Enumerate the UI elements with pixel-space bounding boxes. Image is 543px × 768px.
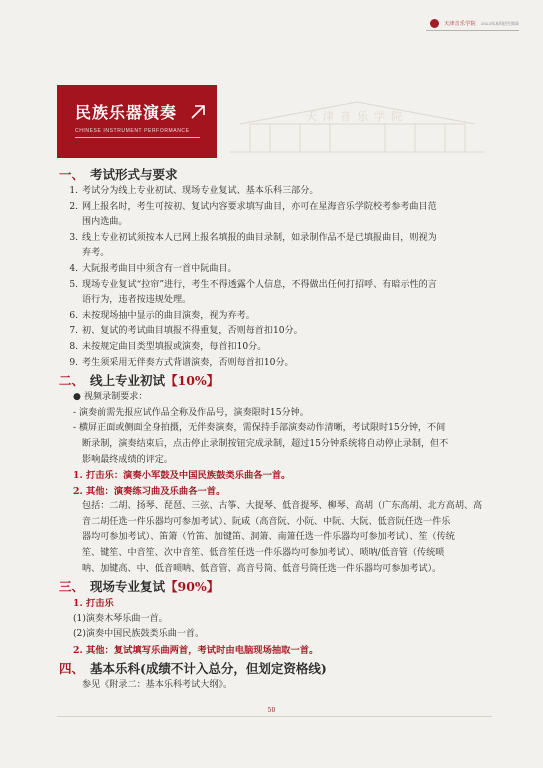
reference-note: 参见《附录二：基本乐科考试大纲》。 xyxy=(82,679,233,690)
item-number: 3. xyxy=(69,232,78,243)
requirement-line: 影响最终成绩的评定。 xyxy=(82,454,173,465)
requirement-line: - 横屏正面或侧面全身拍摄，无伴奏演奏，需保持手部演奏动作清晰，考试限时15分钟，不间 xyxy=(73,423,446,434)
list-item xyxy=(59,309,499,325)
requirements-list xyxy=(59,184,499,371)
section-heading-basic-music: 四、 基本乐科(成绩不计入总分，但划定资格线) xyxy=(59,660,327,676)
instrument-list-line: 音二胡任选一件乐器均可参加考试）、阮咸（高音阮、小阮、中阮、大阮、低音阮任选一件乐 xyxy=(82,516,451,527)
subheading-percussion: 1. 打击乐 xyxy=(73,598,114,610)
subheading-other: 2. 其他：复试填写乐曲两首，考试时由电脑现场抽取一首。 xyxy=(73,645,319,657)
instrument-list-line: 器均可参加考试）、笛箫（竹笛、加键笛、洞箫、南箫任选一件乐器均可参加考试）、笙（传统 xyxy=(82,532,455,543)
list-item xyxy=(59,356,499,372)
item-text: 考生须采用无伴奏方式背谱演奏，否则每首扣10分。 xyxy=(82,357,294,368)
arrow-up-right-icon xyxy=(189,103,207,121)
item-text: 初、复试的考试曲目填报不得重复，否则每首扣10分。 xyxy=(82,326,303,337)
weight-badge: 【90%】 xyxy=(165,579,220,595)
requirement-line: 断录制，演奏结束后，点击停止录制按钮完成录制，超过15分钟系统将自动停止录制，但不 xyxy=(82,438,449,449)
building-watermark-icon xyxy=(220,96,495,154)
list-item xyxy=(59,324,499,340)
banner-title: 民族乐器演奏 xyxy=(75,103,178,122)
school-seal-icon xyxy=(430,19,439,28)
item-text: 大阮报考曲目中须含有一首中阮曲目。 xyxy=(82,263,237,274)
weight-badge: 【10%】 xyxy=(165,373,220,389)
video-requirements-label: ● 视频录制要求： xyxy=(73,392,148,403)
watermark-text: 天津音乐学院 xyxy=(306,110,408,123)
requirement-line: (1)演奏木琴乐曲一首。 xyxy=(73,613,168,624)
item-text: 考试分为线上专业初试、现场专业复试、基本乐科三部分。 xyxy=(82,186,319,196)
page-number: 50 xyxy=(267,707,276,714)
section-heading-exam-format: 一、 考试形式与要求 xyxy=(59,167,178,182)
main-content xyxy=(59,165,499,693)
subheading-percussion: 1. 打击乐：演奏小军鼓及中国民族鼓类乐曲各一首。 xyxy=(73,470,291,482)
instrument-list-line: 包括：二胡、扬琴、琵琶、三弦、古筝、大提琴、低音提琴、柳琴、高胡（广东高胡、北方高胡、高 xyxy=(82,501,483,512)
item-number: 5. xyxy=(69,279,78,290)
school-name: 天津音乐学院 xyxy=(444,21,476,27)
section-banner xyxy=(57,85,217,158)
section-heading-online-prelim: 二、 线上专业初试【10%】 xyxy=(59,373,220,389)
item-text-continued: 弃考。 xyxy=(82,248,110,259)
header-divider xyxy=(426,30,519,31)
subheading-other: 2. 其他：演奏练习曲及乐曲各一首。 xyxy=(73,485,226,497)
item-text: 线上专业初试须按本人已网上报名填报的曲目录制，如录制作品不是已填报曲目，则视为 xyxy=(82,232,437,243)
item-number: 4. xyxy=(69,263,78,274)
requirement-line: (2)演奏中国民族鼓类乐曲一首。 xyxy=(73,629,205,640)
document-title: 2023年本科招生简章 xyxy=(480,20,519,26)
item-text: 网上报名时，考生可按初、复试内容要求填写曲目，亦可在星海音乐学院校考参考曲目范 xyxy=(82,201,437,212)
item-text: 现场专业复试“拉帘”进行，考生不得透露个人信息，不得做出任何打招呼、有暗示性的言 xyxy=(82,279,437,290)
item-text: 未按规定曲目类型填报或演奏，每首扣10分。 xyxy=(82,341,267,352)
section-heading-onsite-retest: 三、 现场专业复试【90%】 xyxy=(59,579,220,595)
list-item xyxy=(59,278,499,294)
list-item xyxy=(59,340,499,356)
item-number: 2. xyxy=(69,201,78,212)
item-number: 1. xyxy=(69,186,78,196)
banner-divider xyxy=(75,137,200,138)
instrument-list-line: 笙、键笙、中音笙、次中音笙、低音笙任选一件乐器均可参加考试）、唢呐/低音管（传统唢 xyxy=(82,548,445,559)
footer-divider xyxy=(57,716,492,717)
list-item xyxy=(59,262,499,278)
item-number: 8. xyxy=(69,341,78,352)
item-number: 6. xyxy=(69,310,78,321)
list-item xyxy=(59,200,499,216)
item-text: 未按现场抽中显示的曲目演奏，视为弃考。 xyxy=(82,310,255,321)
header-logo xyxy=(430,19,519,28)
item-number: 7. xyxy=(69,326,78,337)
instrument-list-line: 呐、加键高、中、低音唢呐、低音管、高音号筒、低音号筒任选一件乐器均可参加考试）。 xyxy=(82,563,442,574)
item-number: 9. xyxy=(69,357,78,368)
requirement-line: - 演奏前需先报应试作品全称及作品号，演奏限时15分钟。 xyxy=(73,407,309,418)
item-text-continued: 围内选曲。 xyxy=(82,217,128,228)
item-text-continued: 语行为，违者按违规处理。 xyxy=(82,295,192,306)
banner-subtitle: CHINESE INSTRUMENT PERFORMANCE xyxy=(75,128,190,134)
list-item xyxy=(59,231,499,247)
list-item xyxy=(59,184,499,200)
